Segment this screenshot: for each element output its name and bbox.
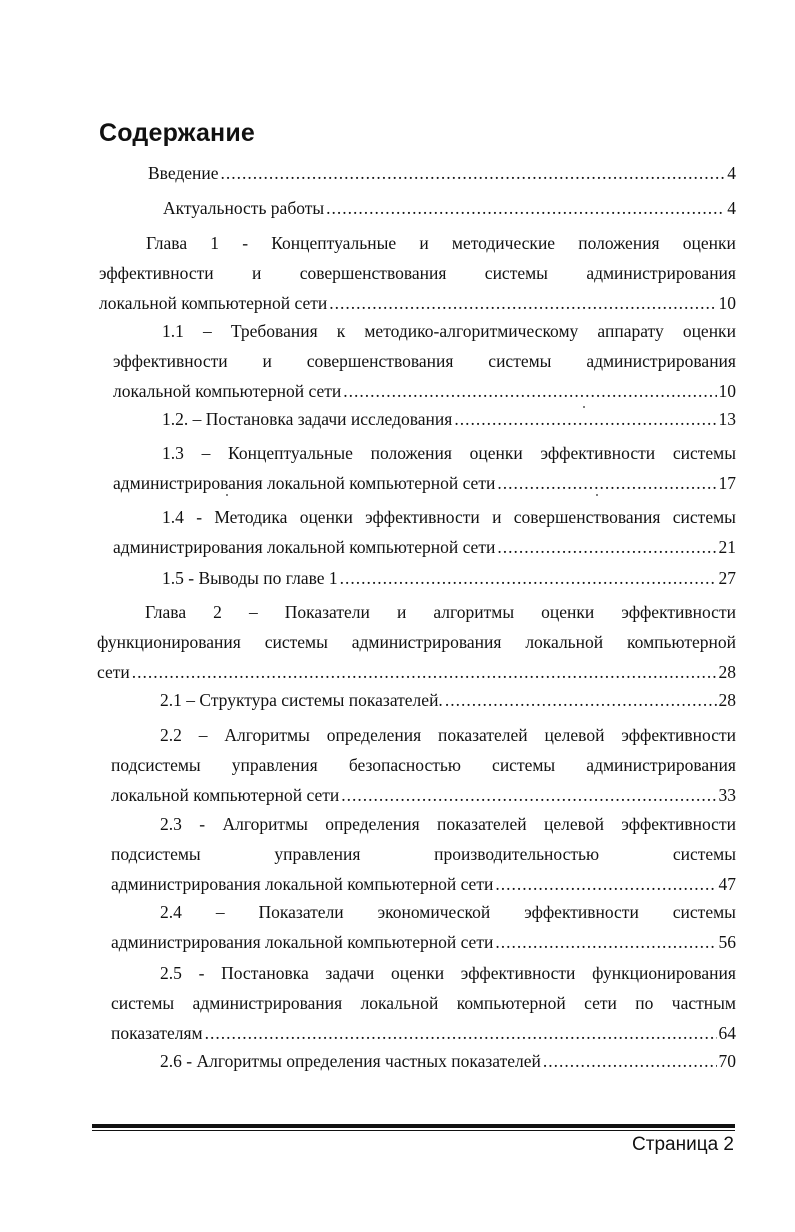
toc-word: системы: [672, 507, 736, 527]
toc-entry[interactable]: [162, 563, 736, 593]
toc-word: Глава: [146, 233, 188, 253]
dot-leader: [543, 1046, 717, 1076]
toc-word: эффективности: [460, 963, 576, 983]
toc-entry-title: сети: [97, 662, 130, 682]
toc-word: к: [336, 321, 346, 341]
dot-leader: [497, 468, 716, 498]
toc-word: эффективности: [621, 602, 736, 622]
toc-word: Алгоритмы: [222, 814, 308, 834]
dot-leader: [497, 532, 716, 562]
toc-page-number: 28: [718, 662, 736, 682]
toc-word: методико-алгоритмическому: [364, 321, 579, 341]
dot-leader: [340, 563, 717, 593]
toc-word: 1.1: [162, 321, 184, 341]
dot-leader: [454, 404, 716, 434]
footer-rule: [92, 1124, 735, 1128]
dot-leader: [495, 927, 716, 957]
toc-word: администрирования: [586, 351, 736, 371]
toc-word: оценки: [469, 443, 523, 463]
toc-entry[interactable]: [113, 316, 736, 406]
toc-entry[interactable]: [111, 720, 736, 810]
toc-word: сети: [584, 993, 617, 1013]
toc-entry-title: 1.5 - Выводы по главе 1: [162, 568, 338, 588]
dot-leader: [132, 657, 717, 687]
toc-word: совершенствования: [299, 263, 447, 283]
toc-word: производительностью: [434, 844, 600, 864]
toc-page-number: 47: [718, 874, 736, 894]
toc-entry[interactable]: [148, 158, 736, 188]
toc-word: Требования: [230, 321, 318, 341]
toc-word: определения: [326, 725, 422, 745]
toc-word: определения: [325, 814, 420, 834]
toc-entry[interactable]: [160, 685, 736, 715]
toc-word: оценки: [682, 233, 736, 253]
scan-speck: [596, 494, 598, 496]
toc-word: подсистемы: [111, 755, 201, 775]
toc-word: системы: [488, 351, 552, 371]
toc-word: положения: [370, 443, 452, 463]
page-number: Страница 2: [632, 1134, 734, 1155]
toc-page-number: 56: [718, 932, 736, 952]
toc-word: –: [215, 902, 225, 922]
toc-word: системы: [492, 755, 556, 775]
dot-leader: [205, 1018, 717, 1048]
dot-leader: [341, 780, 716, 810]
toc-word: и: [419, 233, 429, 253]
toc-word: –: [198, 725, 208, 745]
toc-entry-title: администрирования локальной компьютерной сети: [111, 874, 494, 894]
toc-entry-title: Введение: [148, 163, 219, 183]
toc-word: компьютерной: [627, 632, 736, 652]
toc-word: эффективности: [99, 263, 214, 283]
toc-page-number: 17: [718, 473, 736, 493]
toc-word: системы: [672, 902, 736, 922]
scan-speck: [583, 406, 585, 408]
toc-word: 2.3: [160, 814, 182, 834]
toc-entry[interactable]: [160, 1046, 736, 1076]
toc-page-number: 33: [718, 785, 736, 805]
toc-word: компьютерной: [456, 993, 566, 1013]
toc-entry-title: показателям: [111, 1023, 203, 1043]
toc-word: задачи: [325, 963, 375, 983]
toc-entry-title: локальной компьютерной сети: [99, 293, 328, 313]
toc-word: эффективности: [621, 814, 736, 834]
toc-entry-title: Актуальность работы: [163, 198, 325, 218]
toc-word: 2.2: [160, 725, 182, 745]
toc-page-number: 28: [718, 690, 736, 710]
toc-entry[interactable]: [163, 193, 736, 223]
toc-word: оценки: [390, 963, 445, 983]
toc-word: администрирования: [351, 632, 502, 652]
toc-word: системы: [264, 632, 328, 652]
toc-word: алгоритмы: [433, 602, 515, 622]
toc-page-number: 70: [718, 1051, 736, 1071]
toc-word: 1.3: [162, 443, 184, 463]
toc-entry-title: администрирования локальной компьютерной сети: [113, 473, 496, 493]
toc-word: -: [198, 963, 205, 983]
toc-word: Концептуальные: [228, 443, 353, 463]
toc-entry-title: администрирования локальной компьютерной сети: [111, 932, 494, 952]
page-title: Содержание: [99, 119, 256, 147]
toc-page-number: 4: [727, 163, 736, 183]
toc-word: безопасностью: [348, 755, 461, 775]
toc-entry-title: 2.1 – Структура системы показателей.: [160, 690, 443, 710]
toc-word: администрирования: [586, 263, 736, 283]
toc-word: 2.4: [160, 902, 182, 922]
toc-word: администрирования: [192, 993, 343, 1013]
toc-word: эффективности: [540, 443, 656, 463]
toc-word: эффективности: [113, 351, 228, 371]
toc-word: управления: [231, 755, 318, 775]
toc-word: оценки: [299, 507, 353, 527]
toc-page-number: 64: [718, 1023, 736, 1043]
toc-word: оценки: [541, 602, 595, 622]
footer-rule-thin: [92, 1130, 735, 1131]
toc-word: администрирования: [586, 755, 736, 775]
toc-entry[interactable]: [111, 958, 736, 1048]
toc-word: управления: [274, 844, 361, 864]
toc-word: 2: [213, 602, 222, 622]
toc-word: –: [201, 443, 211, 463]
toc-word: функционирования: [592, 963, 736, 983]
dot-leader: [221, 158, 726, 188]
toc-word: эффективности: [524, 902, 639, 922]
toc-word: -: [242, 233, 249, 253]
toc-entry[interactable]: [99, 228, 736, 318]
toc-word: аппарату: [597, 321, 664, 341]
toc-word: показателей: [437, 814, 527, 834]
toc-page-number: 27: [718, 568, 736, 588]
toc-word: –: [202, 321, 212, 341]
toc-word: по: [635, 993, 654, 1013]
dot-leader: [343, 376, 716, 406]
toc-word: и: [492, 507, 502, 527]
toc-page-number: 10: [718, 381, 736, 401]
toc-page-number: 13: [718, 409, 736, 429]
toc-word: и: [396, 602, 407, 622]
dot-leader: [329, 288, 716, 318]
toc-page-number: 10: [718, 293, 736, 313]
toc-entry[interactable]: [113, 502, 736, 562]
toc-word: Глава: [145, 602, 187, 622]
toc-word: локальной: [360, 993, 439, 1013]
toc-page-number: 4: [727, 198, 736, 218]
toc-word: –: [248, 602, 258, 622]
toc-word: Концептуальные: [271, 233, 397, 253]
toc-entry-title: 2.6 - Алгоритмы определения частных показателей: [160, 1051, 541, 1071]
toc-entry-title: локальной компьютерной сети: [113, 381, 342, 401]
toc-word: системы: [672, 844, 736, 864]
toc-word: методические: [451, 233, 556, 253]
toc-word: целевой: [544, 814, 604, 834]
toc-entry-title: администрирования локальной компьютерной сети: [113, 537, 496, 557]
toc-entry[interactable]: [113, 438, 736, 498]
dot-leader: [495, 869, 716, 899]
toc-word: совершенствования: [306, 351, 454, 371]
toc-page-number: 21: [718, 537, 736, 557]
toc-word: Показатели: [284, 602, 370, 622]
toc-word: системы: [111, 993, 175, 1013]
toc-word: совершенствования: [513, 507, 661, 527]
scan-speck: [226, 494, 228, 496]
toc-word: -: [199, 814, 206, 834]
toc-word: экономической: [377, 902, 491, 922]
toc-word: Алгоритмы: [224, 725, 310, 745]
toc-word: 2.5: [160, 963, 182, 983]
toc-word: и: [262, 351, 272, 371]
toc-entry[interactable]: [111, 809, 736, 899]
toc-word: эффективности: [621, 725, 736, 745]
dot-leader: [445, 685, 717, 715]
toc-entry-title: 1.2. – Постановка задачи исследования: [162, 409, 453, 429]
toc-word: Постановка: [221, 963, 309, 983]
toc-word: системы: [672, 443, 736, 463]
toc-word: 1: [210, 233, 220, 253]
toc-word: 1.4: [162, 507, 184, 527]
toc-word: и: [252, 263, 262, 283]
toc-word: Методика: [214, 507, 288, 527]
toc-word: локальной: [525, 632, 604, 652]
toc-word: положения: [578, 233, 660, 253]
toc-word: показателей: [438, 725, 528, 745]
toc-word: -: [196, 507, 203, 527]
toc-word: целевой: [544, 725, 605, 745]
toc-word: системы: [484, 263, 548, 283]
toc-word: Показатели: [258, 902, 344, 922]
toc-entry[interactable]: [97, 597, 736, 687]
toc-word: подсистемы: [111, 844, 201, 864]
toc-word: оценки: [682, 321, 736, 341]
toc-entry[interactable]: [162, 404, 736, 434]
dot-leader: [326, 193, 725, 223]
toc-word: эффективности: [365, 507, 480, 527]
toc-entry-title: локальной компьютерной сети: [111, 785, 340, 805]
toc-entry[interactable]: [111, 897, 736, 957]
toc-word: частным: [671, 993, 736, 1013]
toc-word: функционирования: [97, 632, 241, 652]
